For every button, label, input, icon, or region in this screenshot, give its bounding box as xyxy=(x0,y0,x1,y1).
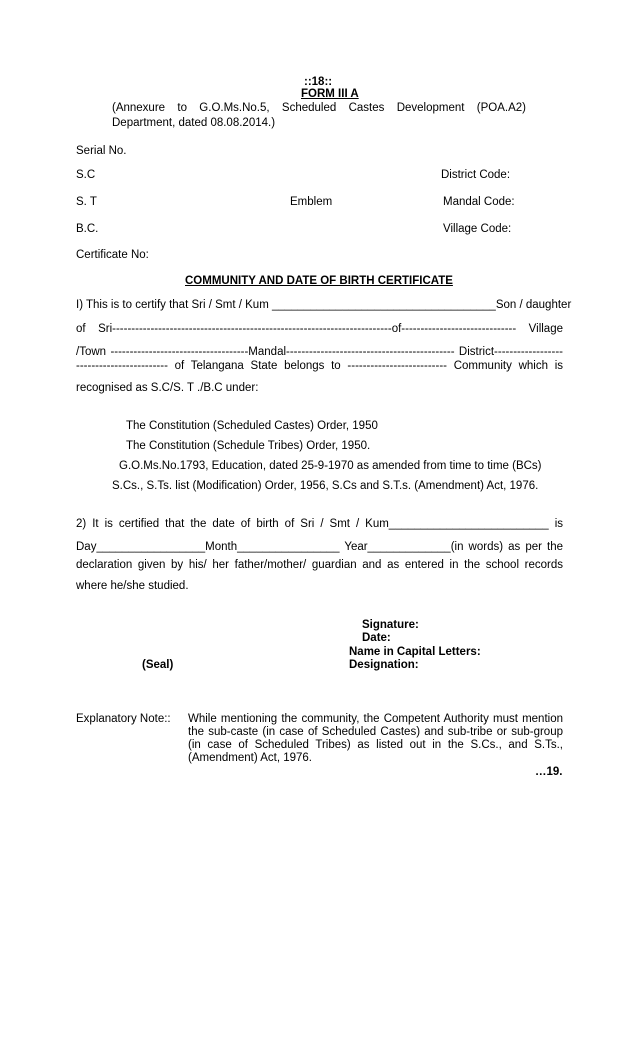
st-label: S. T xyxy=(76,196,97,208)
order-item: The Constitution (Schedule Tribes) Order, 1950. xyxy=(126,440,371,452)
seal-label: (Seal) xyxy=(142,659,174,671)
para2-line-4: where he/she studied. xyxy=(76,580,189,592)
para1-line-4: ------------------------ of Telangana State belongs to -------------------------- Community which is xyxy=(76,360,563,372)
emblem-label: Emblem xyxy=(290,196,333,208)
explanatory-line-2: the sub-caste (in case of Scheduled Castes) and sub-tribe or sub-group xyxy=(188,726,563,738)
order-item: G.O.Ms.No.1793, Education, dated 25-9-1970 as amended from time to time (BCs) xyxy=(119,460,542,472)
explanatory-line-4: (Amendment) Act, 1976. xyxy=(188,752,313,764)
explanatory-line-3: (in case of Scheduled Tribes) as listed out in the S.Cs., and S.Ts., xyxy=(188,739,563,751)
para1-line-2: of Sri-------------------------------------------------------------------------of------------------------------ Village xyxy=(76,323,563,335)
serial-no-label: Serial No. xyxy=(76,145,127,157)
signature-label: Signature: xyxy=(362,619,419,631)
next-page-marker: …19. xyxy=(535,766,563,778)
sc-label: S.C xyxy=(76,169,96,181)
certificate-no-label: Certificate No: xyxy=(76,249,149,261)
order-item: S.Cs., S.Ts. list (Modification) Order, 1956, S.Cs and S.T.s. (Amendment) Act, 1976. xyxy=(112,480,539,492)
para1-line-1: I) This is to certify that Sri / Smt / Kum ___________________________________Son / daughter xyxy=(76,299,572,311)
page-marker: ::18:: xyxy=(304,76,333,88)
para2-line-2: Day_________________Month________________ Year_____________(in words) as per the xyxy=(76,541,563,553)
name-capitals-label: Name in Capital Letters: xyxy=(349,646,481,658)
explanatory-line-1: While mentioning the community, the Competent Authority must mention xyxy=(188,713,563,725)
order-item: The Constitution (Scheduled Castes) Order, 1950 xyxy=(126,420,378,432)
annexure-line-1: (Annexure to G.O.Ms.No.5, Scheduled Castes Development (POA.A2) xyxy=(112,102,526,114)
para2-line-1: 2) It is certified that the date of birth of Sri / Smt / Kum_________________________ is xyxy=(76,518,563,530)
para1-line-3: /Town ------------------------------------Mandal-------------------------------------------- District------------------ xyxy=(76,346,563,358)
para1-line-5: recognised as S.C/S. T ./B.C under: xyxy=(76,382,259,394)
bc-label: B.C. xyxy=(76,223,99,235)
explanatory-note-label: Explanatory Note:: xyxy=(76,713,171,725)
certificate-title: COMMUNITY AND DATE OF BIRTH CERTIFICATE xyxy=(185,275,453,287)
district-code-label: District Code: xyxy=(441,169,511,181)
annexure-line-2: Department, dated 08.08.2014.) xyxy=(112,117,276,129)
para2-line-3: declaration given by his/ her father/mother/ guardian and as entered in the school records xyxy=(76,559,563,571)
village-code-label: Village Code: xyxy=(443,223,512,235)
mandal-code-label: Mandal Code: xyxy=(443,196,515,208)
designation-label: Designation: xyxy=(349,659,419,671)
date-label: Date: xyxy=(362,632,391,644)
form-title: FORM III A xyxy=(301,88,359,100)
